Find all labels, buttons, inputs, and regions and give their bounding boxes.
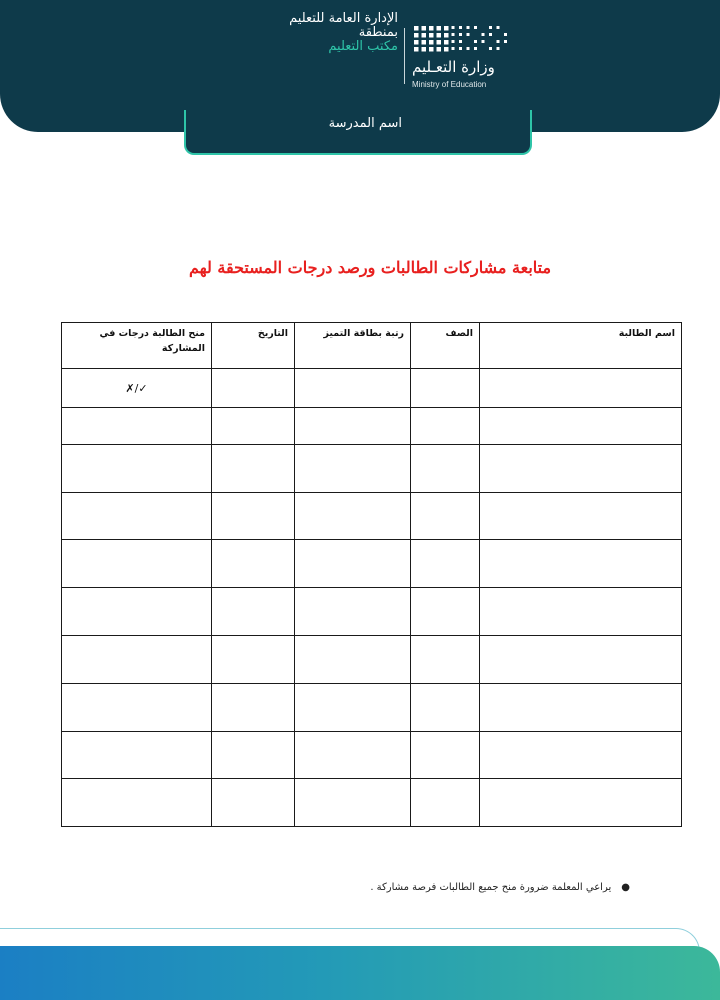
logo-dot bbox=[414, 40, 419, 45]
logo-dot bbox=[437, 33, 442, 38]
logo-dot bbox=[482, 40, 485, 43]
column-header-student-name: اسم الطالبة bbox=[480, 323, 682, 369]
grade-award-cell[interactable] bbox=[62, 540, 212, 588]
class-cell[interactable] bbox=[411, 588, 480, 635]
class-cell[interactable] bbox=[411, 778, 480, 826]
card-rank-cell[interactable] bbox=[295, 683, 411, 731]
student-name-cell[interactable] bbox=[480, 369, 682, 408]
logo-dot bbox=[414, 47, 419, 52]
logo-dot bbox=[452, 47, 455, 50]
logo-dot bbox=[422, 47, 427, 52]
logo-dot bbox=[497, 40, 500, 43]
table-row bbox=[62, 408, 682, 445]
logo-dot bbox=[459, 40, 462, 43]
column-header-card-rank: رتبة بطاقة التميز bbox=[295, 323, 411, 369]
logo-dot bbox=[489, 26, 492, 29]
logo-dot bbox=[474, 47, 477, 50]
student-name-cell[interactable] bbox=[480, 445, 682, 493]
table-header-row bbox=[62, 323, 682, 369]
logo-dot bbox=[497, 26, 500, 29]
logo-dot bbox=[452, 26, 455, 29]
table-row bbox=[62, 369, 682, 408]
logo-dot bbox=[444, 47, 449, 52]
header-divider bbox=[404, 28, 405, 84]
education-office-line: مكتب التعليم bbox=[328, 39, 398, 54]
date-cell[interactable] bbox=[212, 540, 295, 588]
table-row bbox=[62, 635, 682, 683]
class-cell[interactable] bbox=[411, 408, 480, 445]
logo-dot bbox=[444, 33, 449, 38]
logo-dot bbox=[422, 26, 427, 31]
bullet-icon: ● bbox=[621, 882, 630, 893]
class-cell[interactable] bbox=[411, 635, 480, 683]
logo-dot bbox=[452, 40, 455, 43]
logo-dot bbox=[414, 33, 419, 38]
logo-dot bbox=[429, 33, 434, 38]
card-rank-cell[interactable] bbox=[295, 493, 411, 540]
ministry-logo bbox=[412, 24, 522, 94]
date-cell[interactable] bbox=[212, 369, 295, 408]
logo-dot bbox=[414, 26, 419, 31]
student-name-cell[interactable] bbox=[480, 493, 682, 540]
ministry-logo-icon bbox=[412, 24, 512, 54]
logo-dot bbox=[504, 40, 507, 43]
ministry-name-arabic: وزارة التعـليم bbox=[412, 58, 495, 76]
administration-text bbox=[250, 12, 398, 54]
date-cell[interactable] bbox=[212, 588, 295, 635]
logo-dot bbox=[444, 40, 449, 45]
logo-dot bbox=[497, 47, 500, 50]
date-cell[interactable] bbox=[212, 493, 295, 540]
logo-dot bbox=[467, 26, 470, 29]
footer-band bbox=[0, 946, 720, 1000]
grade-award-cell[interactable] bbox=[62, 683, 212, 731]
logo-dot bbox=[467, 47, 470, 50]
participation-table bbox=[61, 322, 682, 827]
logo-dot bbox=[474, 26, 477, 29]
student-name-cell[interactable] bbox=[480, 778, 682, 826]
student-name-cell[interactable] bbox=[480, 731, 682, 778]
logo-dot bbox=[467, 33, 470, 36]
logo-dot bbox=[459, 26, 462, 29]
logo-dot bbox=[422, 40, 427, 45]
grade-award-cell[interactable] bbox=[62, 588, 212, 635]
admin-line-1: الإدارة العامة للتعليم bbox=[289, 11, 398, 26]
logo-dot bbox=[437, 40, 442, 45]
grade-award-cell[interactable] bbox=[62, 408, 212, 445]
logo-dot bbox=[504, 33, 507, 36]
logo-dot bbox=[459, 33, 462, 36]
card-rank-cell[interactable] bbox=[295, 731, 411, 778]
card-rank-cell[interactable] bbox=[295, 635, 411, 683]
logo-dot bbox=[482, 33, 485, 36]
note-text: يراعي المعلمة ضرورة منح جميع الطالبات فرصة مشاركة . bbox=[370, 882, 612, 893]
admin-line-2: بمنطقة bbox=[358, 25, 398, 40]
card-rank-cell[interactable] bbox=[295, 588, 411, 635]
ministry-name-english: Ministry of Education bbox=[412, 80, 487, 89]
logo-dot bbox=[474, 40, 477, 43]
grade-award-cell[interactable] bbox=[62, 635, 212, 683]
grade-award-cell[interactable] bbox=[62, 493, 212, 540]
logo-dot bbox=[459, 47, 462, 50]
table-row bbox=[62, 683, 682, 731]
student-name-cell[interactable] bbox=[480, 588, 682, 635]
date-cell[interactable] bbox=[212, 683, 295, 731]
grade-award-cell[interactable]: ✓/✗ bbox=[62, 369, 212, 408]
column-header-class: الصف bbox=[411, 323, 480, 369]
student-name-cell[interactable] bbox=[480, 683, 682, 731]
column-header-date: التاريخ bbox=[212, 323, 295, 369]
document-title: متابعة مشاركات الطالبات ورصد درجات المستحقة لهم bbox=[188, 258, 552, 277]
table-row bbox=[62, 445, 682, 493]
card-rank-cell[interactable] bbox=[295, 540, 411, 588]
class-cell[interactable] bbox=[411, 540, 480, 588]
table-row bbox=[62, 731, 682, 778]
grade-award-cell[interactable] bbox=[62, 445, 212, 493]
grade-award-cell[interactable] bbox=[62, 731, 212, 778]
logo-dot bbox=[429, 26, 434, 31]
table-row bbox=[62, 493, 682, 540]
student-name-cell[interactable] bbox=[480, 540, 682, 588]
date-cell[interactable] bbox=[212, 408, 295, 445]
logo-dot bbox=[489, 47, 492, 50]
participation-note bbox=[330, 882, 630, 893]
table-row bbox=[62, 778, 682, 826]
student-name-cell[interactable] bbox=[480, 408, 682, 445]
school-name-label: اسم المدرسة bbox=[328, 116, 402, 131]
class-cell[interactable] bbox=[411, 369, 480, 408]
card-rank-cell[interactable] bbox=[295, 408, 411, 445]
student-name-cell[interactable] bbox=[480, 635, 682, 683]
card-rank-cell[interactable] bbox=[295, 778, 411, 826]
logo-dot bbox=[422, 33, 427, 38]
logo-dot bbox=[429, 40, 434, 45]
logo-dot bbox=[429, 47, 434, 52]
date-cell[interactable] bbox=[212, 445, 295, 493]
date-cell[interactable] bbox=[212, 731, 295, 778]
table-row bbox=[62, 588, 682, 635]
table-row bbox=[62, 540, 682, 588]
card-rank-cell[interactable] bbox=[295, 445, 411, 493]
column-header-grade-award: منح الطالبة درجات في المشاركة bbox=[62, 323, 212, 369]
class-cell[interactable] bbox=[411, 731, 480, 778]
logo-dot bbox=[437, 26, 442, 31]
class-cell[interactable] bbox=[411, 683, 480, 731]
school-name-box bbox=[184, 110, 532, 155]
date-cell[interactable] bbox=[212, 778, 295, 826]
logo-dot bbox=[489, 33, 492, 36]
card-rank-cell[interactable] bbox=[295, 369, 411, 408]
class-cell[interactable] bbox=[411, 445, 480, 493]
grade-award-cell[interactable] bbox=[62, 778, 212, 826]
logo-dot bbox=[452, 33, 455, 36]
class-cell[interactable] bbox=[411, 493, 480, 540]
date-cell[interactable] bbox=[212, 635, 295, 683]
logo-dot bbox=[437, 47, 442, 52]
logo-dot bbox=[444, 26, 449, 31]
